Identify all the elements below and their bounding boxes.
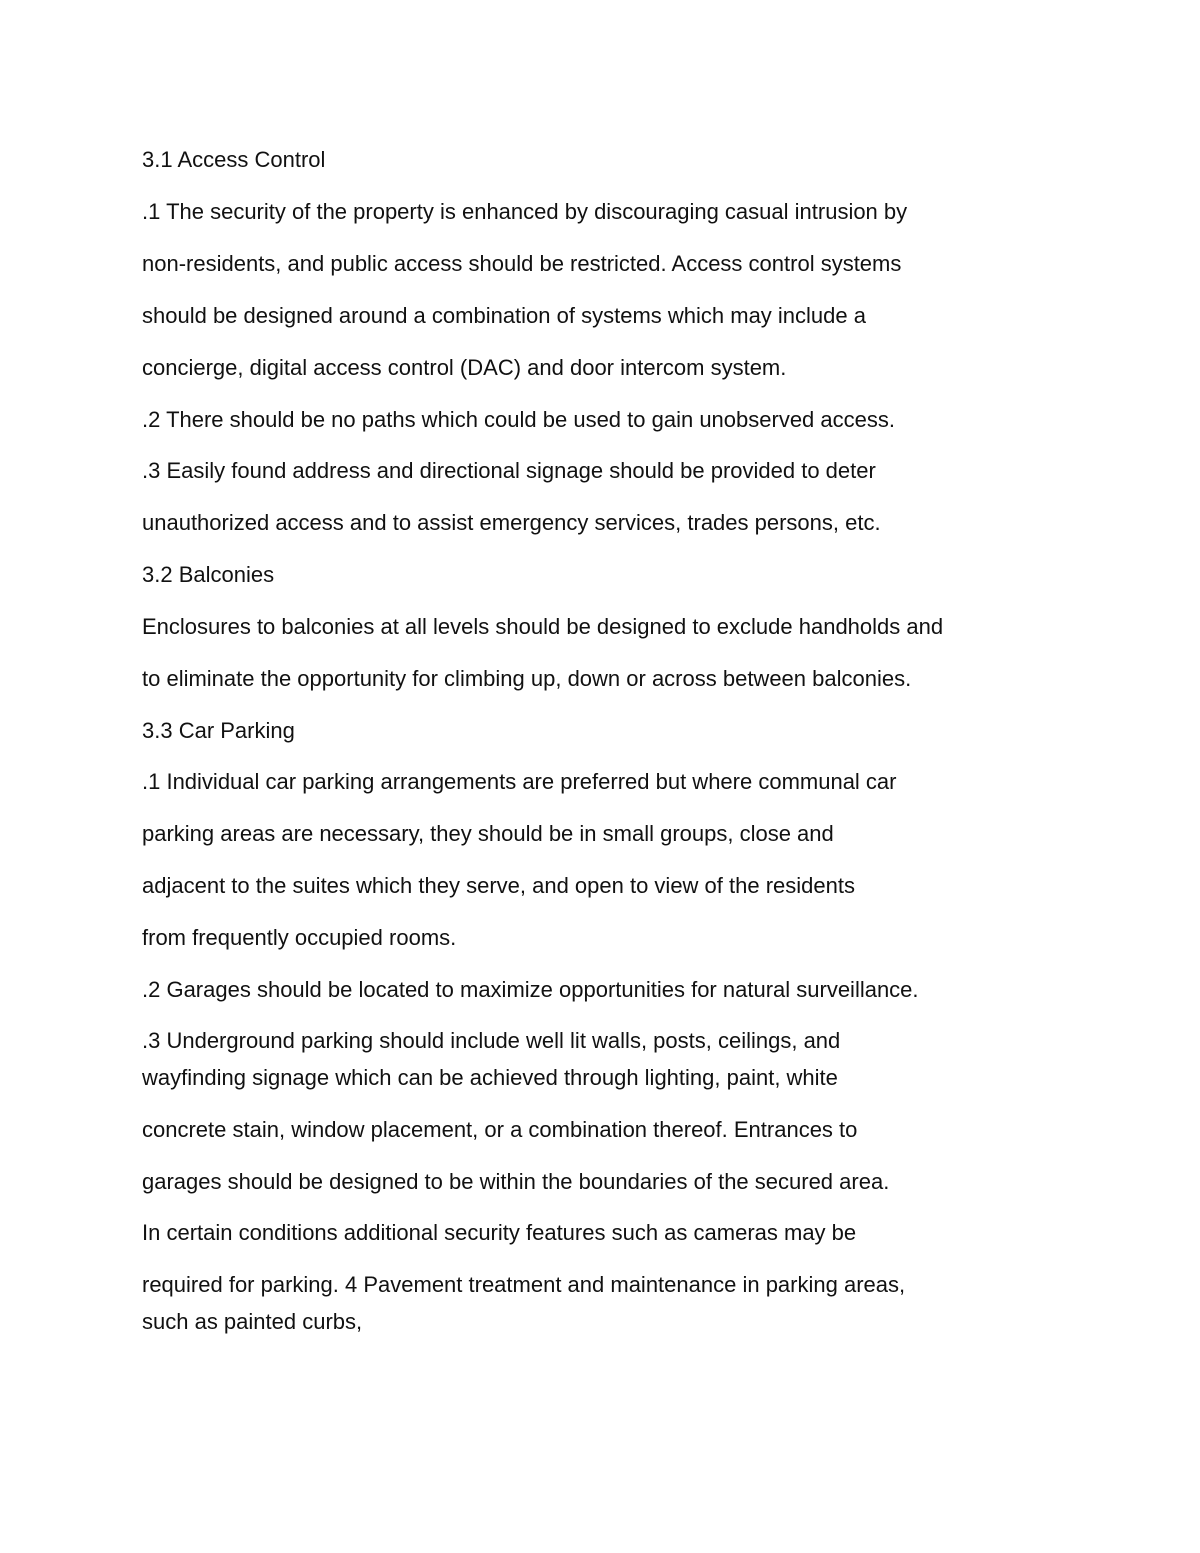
text-line: concrete stain, window placement, or a combination thereof. Entrances to	[142, 1117, 858, 1142]
heading-car-parking: 3.3 Car Parking	[142, 718, 295, 743]
text-line: concierge, digital access control (DAC) and door intercom system.	[142, 355, 787, 380]
text-line: .3 Underground parking should include well lit walls, posts, ceilings, and	[142, 1028, 841, 1053]
text-line: such as painted curbs,	[142, 1309, 363, 1334]
text-line: .2 Garages should be located to maximize opportunities for natural surveillance.	[142, 977, 919, 1002]
text-line: garages should be designed to be within the boundaries of the secured area.	[142, 1169, 890, 1194]
text-line: wayfinding signage which can be achieved through lighting, paint, white	[142, 1065, 838, 1090]
text-line: to eliminate the opportunity for climbing up, down or across between balconies.	[142, 666, 912, 691]
text-line: .1 Individual car parking arrangements are preferred but where communal car	[142, 769, 897, 794]
text-line: .2 There should be no paths which could be used to gain unobserved access.	[142, 407, 895, 432]
text-line: adjacent to the suites which they serve, and open to view of the residents	[142, 873, 855, 898]
text-line: .3 Easily found address and directional signage should be provided to deter	[142, 458, 876, 483]
text-line: non-residents, and public access should be restricted. Access control systems	[142, 251, 902, 276]
text-line: parking areas are necessary, they should be in small groups, close and	[142, 821, 834, 846]
text-line: required for parking. 4 Pavement treatment and maintenance in parking areas,	[142, 1272, 906, 1297]
text-line: In certain conditions additional security features such as cameras may be	[142, 1220, 857, 1245]
heading-balconies: 3.2 Balconies	[142, 562, 275, 587]
heading-access-control: 3.1 Access Control	[142, 147, 326, 172]
text-line: unauthorized access and to assist emergency services, trades persons, etc.	[142, 510, 881, 535]
text-line: from frequently occupied rooms.	[142, 925, 457, 950]
text-line: should be designed around a combination of systems which may include a	[142, 303, 866, 328]
text-line: .1 The security of the property is enhanced by discouraging casual intrusion by	[142, 199, 908, 224]
text-line: Enclosures to balconies at all levels should be designed to exclude handholds and	[142, 614, 944, 639]
